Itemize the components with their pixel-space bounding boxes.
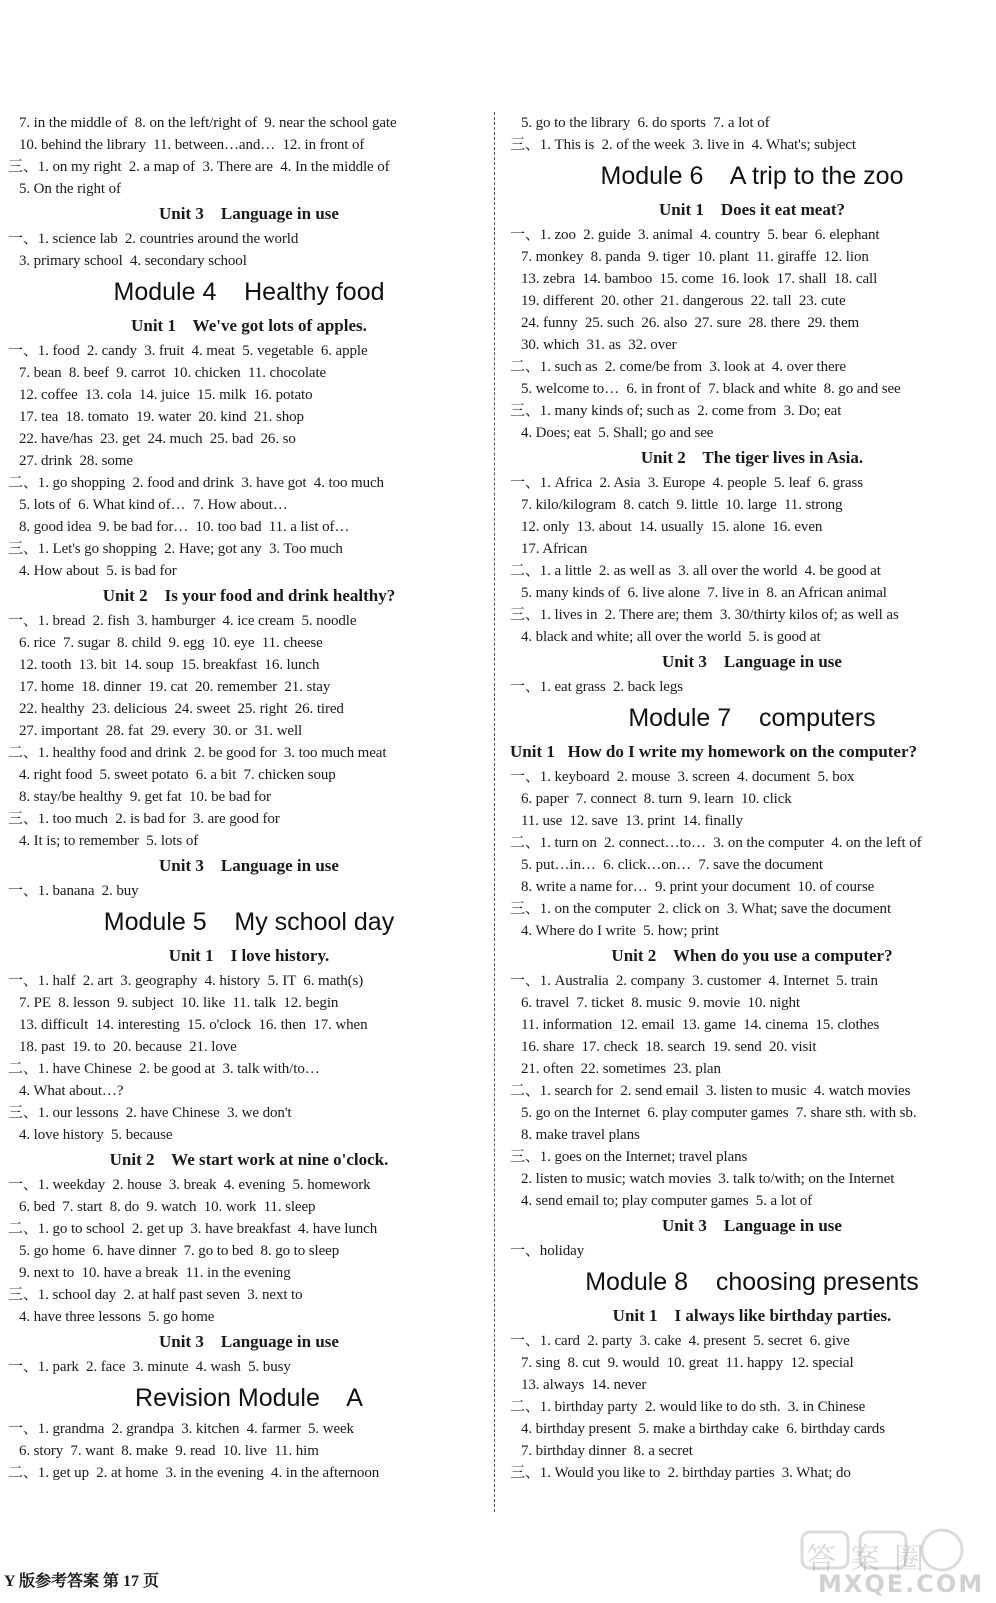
module-heading: Module 8 choosing presents — [585, 1268, 919, 1296]
answer-line: 13. difficult 14. interesting 15. o'clock 16. then 17. when — [8, 1017, 368, 1033]
answer-line: 4. love history 5. because — [8, 1127, 173, 1143]
answer-line: 5. go to the library 6. do sports 7. a lot of — [510, 115, 770, 131]
answer-line: 二、1. go shopping 2. food and drink 3. have got 4. too much — [8, 475, 384, 491]
module-heading: Module 5 My school day — [103, 908, 395, 936]
unit-heading: Unit 3 Language in use — [662, 652, 842, 671]
unit-heading: Unit 2 When do you use a computer? — [611, 946, 893, 965]
column-divider — [494, 112, 495, 1512]
answer-line: 5. go home 6. have dinner 7. go to bed 8. go to sleep — [8, 1243, 340, 1259]
answer-line: 4. right food 5. sweet potato 6. a bit 7. chicken soup — [8, 767, 336, 783]
answer-line: 4. It is; to remember 5. lots of — [8, 833, 199, 849]
answer-line: 二、1. birthday party 2. would like to do sth. 3. in Chinese — [510, 1399, 866, 1415]
answer-line: 5. put…in… 6. click…on… 7. save the document — [510, 857, 823, 873]
unit-heading: Unit 1 Does it eat meat? — [658, 200, 845, 219]
answer-line: 12. only 13. about 14. usually 15. alone 16. even — [510, 519, 823, 535]
answer-line: 一、1. weekday 2. house 3. break 4. evening 5. homework — [8, 1177, 371, 1193]
answer-line: 22. healthy 23. delicious 24. sweet 25. right 26. tired — [8, 701, 344, 717]
answer-line: 7. birthday dinner 8. a secret — [510, 1443, 693, 1459]
answer-line: 8. stay/be healthy 9. get fat 10. be bad for — [8, 789, 271, 805]
answer-line: 三、1. our lessons 2. have Chinese 3. we don't — [8, 1105, 292, 1121]
unit-heading: Unit 1 I love history. — [168, 946, 330, 965]
module-heading: Module 7 computers — [628, 704, 876, 732]
answer-line: 5. welcome to… 6. in front of 7. black and white 8. go and see — [510, 381, 901, 397]
answer-line: 5. lots of 6. What kind of… 7. How about… — [8, 497, 288, 513]
answer-line: 8. make travel plans — [510, 1127, 640, 1143]
answer-line: 4. birthday present 5. make a birthday cake 6. birthday cards — [510, 1421, 885, 1437]
answer-line: 11. use 12. save 13. print 14. finally — [510, 813, 743, 829]
answer-line: 4. have three lessons 5. go home — [8, 1309, 215, 1325]
unit-heading: Unit 3 Language in use — [159, 856, 339, 875]
answer-line: 三、1. too much 2. is bad for 3. are good for — [8, 811, 280, 827]
answer-line: 21. often 22. sometimes 23. plan — [510, 1061, 721, 1077]
answer-line: 6. rice 7. sugar 8. child 9. egg 10. eye 11. cheese — [8, 635, 323, 651]
answer-line: 一、1. banana 2. buy — [8, 883, 139, 899]
answer-line: 6. bed 7. start 8. do 9. watch 10. work 11. sleep — [8, 1199, 316, 1215]
watermark-text: 答案圈 — [806, 1542, 938, 1577]
answer-line: 5. On the right of — [8, 181, 121, 197]
answer-line: 一、holiday — [510, 1243, 585, 1259]
unit-heading: Unit 2 The tiger lives in Asia. — [640, 448, 864, 467]
unit-heading: Unit 3 Language in use — [159, 1332, 339, 1351]
answer-line: 10. behind the library 11. between…and… 12. in front of — [8, 137, 365, 153]
answer-line: 三、1. This is 2. of the week 3. live in 4. What's; subject — [510, 137, 856, 153]
unit-heading: Unit 1 We've got lots of apples. — [131, 316, 367, 335]
answer-line: 二、1. such as 2. come/be from 3. look at 4. over there — [510, 359, 846, 375]
answer-line: 30. which 31. as 32. over — [510, 337, 677, 353]
answer-line: 一、1. Africa 2. Asia 3. Europe 4. people 5. leaf 6. grass — [510, 475, 863, 491]
answer-line: 17. home 18. dinner 19. cat 20. remember 21. stay — [8, 679, 331, 695]
answer-line: 17. African — [510, 541, 588, 557]
answer-line: 7. monkey 8. panda 9. tiger 10. plant 11. giraffe 12. lion — [510, 249, 869, 265]
answer-line: 27. important 28. fat 29. every 30. or 31. well — [8, 723, 303, 739]
answer-line: 12. tooth 13. bit 14. soup 15. breakfast 16. lunch — [8, 657, 320, 673]
left-column — [8, 112, 490, 1484]
answer-line: 一、1. keyboard 2. mouse 3. screen 4. document 5. box — [510, 769, 855, 785]
answer-line: 二、1. turn on 2. connect…to… 3. on the computer 4. on the left of — [510, 835, 922, 851]
answer-line: 三、1. on my right 2. a map of 3. There are 4. In the middle of — [8, 159, 390, 175]
unit-heading: Unit 2 Is your food and drink healthy? — [102, 586, 396, 605]
answer-line: 13. always 14. never — [510, 1377, 647, 1393]
answer-line: 三、1. many kinds of; such as 2. come from 3. Do; eat — [510, 403, 842, 419]
answer-line: 二、1. get up 2. at home 3. in the evening 4. in the afternoon — [8, 1465, 380, 1481]
answer-line: 一、1. Australia 2. company 3. customer 4. Internet 5. train — [510, 973, 878, 989]
answer-line: 22. have/has 23. get 24. much 25. bad 26. so — [8, 431, 296, 447]
answer-line: 一、1. park 2. face 3. minute 4. wash 5. busy — [8, 1359, 291, 1375]
answer-line: 24. funny 25. such 26. also 27. sure 28. there 29. them — [510, 315, 860, 331]
answer-line: 二、1. healthy food and drink 2. be good for 3. too much meat — [8, 745, 387, 761]
unit-heading: Unit 1 I always like birthday parties. — [612, 1306, 892, 1325]
answer-line: 4. send email to; play computer games 5. a lot of — [510, 1193, 813, 1209]
answer-line: 4. Where do I write 5. how; print — [510, 923, 719, 939]
answer-line: 二、1. have Chinese 2. be good at 3. talk with/to… — [8, 1061, 320, 1077]
answer-line: 13. zebra 14. bamboo 15. come 16. look 17. shall 18. call — [510, 271, 878, 287]
module-heading: Module 4 Healthy food — [113, 278, 385, 306]
answer-line: 三、1. Let's go shopping 2. Have; got any 3. Too much — [8, 541, 343, 557]
answer-line: 12. coffee 13. cola 14. juice 15. milk 16. potato — [8, 387, 313, 403]
answer-line: 三、1. Would you like to 2. birthday parties 3. What; do — [510, 1465, 851, 1481]
answer-line: 17. tea 18. tomato 19. water 20. kind 21. shop — [8, 409, 304, 425]
unit-heading: Unit 3 Language in use — [159, 204, 339, 223]
right-column — [510, 112, 994, 1484]
answer-line: 一、1. card 2. party 3. cake 4. present 5. secret 6. give — [510, 1333, 850, 1349]
answer-line: 一、1. food 2. candy 3. fruit 4. meat 5. vegetable 6. apple — [8, 343, 368, 359]
answer-line: 一、1. zoo 2. guide 3. animal 4. country 5. bear 6. elephant — [510, 227, 880, 243]
answer-line: 6. travel 7. ticket 8. music 9. movie 10. night — [510, 995, 800, 1011]
answer-line: 11. information 12. email 13. game 14. cinema 15. clothes — [510, 1017, 880, 1033]
answer-line: 16. share 17. check 18. search 19. send 20. visit — [510, 1039, 817, 1055]
answer-line: 三、1. on the computer 2. click on 3. What; save the document — [510, 901, 892, 917]
answer-line: 5. many kinds of 6. live alone 7. live in 8. an African animal — [510, 585, 887, 601]
answer-line: 4. What about…? — [8, 1083, 124, 1099]
answer-line: 二、1. a little 2. as well as 3. all over the world 4. be good at — [510, 563, 881, 579]
module-heading: Module 6 A trip to the zoo — [600, 162, 904, 190]
answer-line: 7. sing 8. cut 9. would 10. great 11. happy 12. special — [510, 1355, 854, 1371]
page-footer: Y 版参考答案 第 17 页 — [4, 1573, 159, 1590]
answer-line: 2. listen to music; watch movies 3. talk to/with; on the Internet — [510, 1171, 895, 1187]
answer-line: 6. paper 7. connect 8. turn 9. learn 10. click — [510, 791, 792, 807]
answer-line: 4. How about 5. is bad for — [8, 563, 177, 579]
answer-line: 三、1. lives in 2. There are; them 3. 30/thirty kilos of; as well as — [510, 607, 899, 623]
module-heading: Revision Module A — [135, 1384, 363, 1412]
answer-line: 三、1. school day 2. at half past seven 3. next to — [8, 1287, 303, 1303]
answer-line: 18. past 19. to 20. because 21. love — [8, 1039, 237, 1055]
answer-line: 7. in the middle of 8. on the left/right of 9. near the school gate — [8, 115, 397, 131]
answer-line: 8. good idea 9. be bad for… 10. too bad 11. a list of… — [8, 519, 350, 535]
unit-heading: Unit 2 We start work at nine o'clock. — [109, 1150, 389, 1169]
answer-line: 7. bean 8. beef 9. carrot 10. chicken 11. chocolate — [8, 365, 327, 381]
watermark-url: MXQE.COM — [818, 1570, 985, 1598]
answer-line: 8. write a name for… 9. print your document 10. of course — [510, 879, 875, 895]
unit-heading: Unit 3 Language in use — [662, 1216, 842, 1235]
unit-heading: Unit 1 How do I write my homework on the computer? — [510, 742, 918, 761]
answer-line: 二、1. go to school 2. get up 3. have breakfast 4. have lunch — [8, 1221, 378, 1237]
answer-line: 9. next to 10. have a break 11. in the evening — [8, 1265, 291, 1281]
answer-line: 一、1. half 2. art 3. geography 4. history 5. IT 6. math(s) — [8, 973, 364, 989]
answer-line: 二、1. search for 2. send email 3. listen to music 4. watch movies — [510, 1083, 911, 1099]
answer-line: 5. go on the Internet 6. play computer games 7. share sth. with sb. — [510, 1105, 917, 1121]
answer-line: 三、1. goes on the Internet; travel plans — [510, 1149, 748, 1165]
answer-line: 一、1. science lab 2. countries around the world — [8, 231, 299, 247]
answer-line: 4. black and white; all over the world 5. is good at — [510, 629, 821, 645]
answer-line: 一、1. eat grass 2. back legs — [510, 679, 683, 695]
answer-line: 27. drink 28. some — [8, 453, 133, 469]
answer-line: 3. primary school 4. secondary school — [8, 253, 247, 269]
watermark-logo — [796, 1528, 986, 1598]
answer-line: 7. PE 8. lesson 9. subject 10. like 11. talk 12. begin — [8, 995, 339, 1011]
answer-line: 19. different 20. other 21. dangerous 22. tall 23. cute — [510, 293, 846, 309]
answer-line: 一、1. grandma 2. grandpa 3. kitchen 4. farmer 5. week — [8, 1421, 354, 1437]
answer-line: 4. Does; eat 5. Shall; go and see — [510, 425, 714, 441]
answer-line: 一、1. bread 2. fish 3. hamburger 4. ice cream 5. noodle — [8, 613, 357, 629]
answer-line: 7. kilo/kilogram 8. catch 9. little 10. large 11. strong — [510, 497, 843, 513]
answer-line: 6. story 7. want 8. make 9. read 10. live 11. him — [8, 1443, 319, 1459]
